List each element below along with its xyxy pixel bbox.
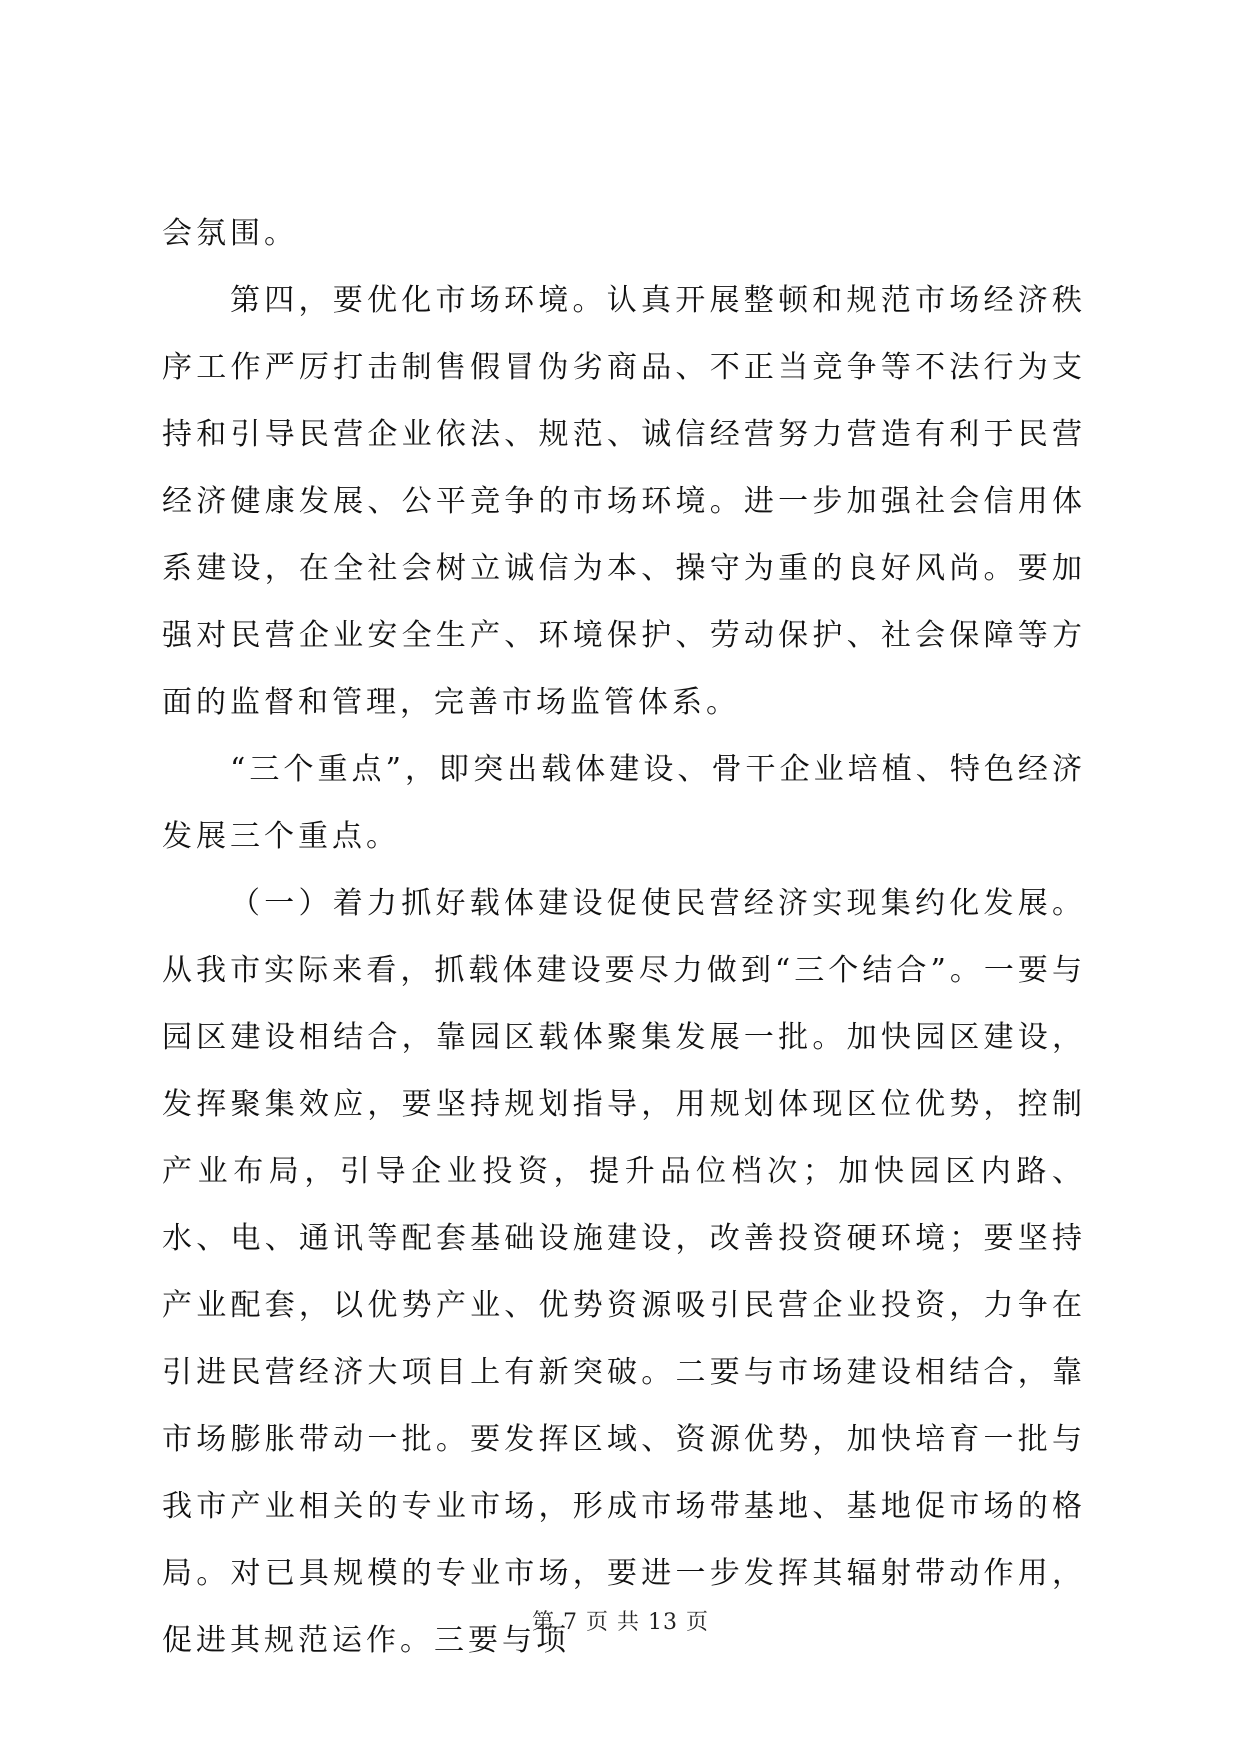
paragraph-continuation: 会氛围。 (162, 216, 298, 251)
paragraph-carrier-construction: （一）着力抓好载体建设促使民营经济实现集约化发展。从我市实际来看，抓载体建设要尽力做到“三个结合”。一要与园区建设相结合，靠园区载体聚集发展一批。加快园区建设，发挥聚集效应，要坚持规划指导，用规划体现区位优势，控制产业布局，引导企业投资，提升品位档次；加快园区内路、水、电、通讯等配套基础设施建设，改善投资硬环境；要坚持产业配套，以优势产业、优势资源吸引民营企业投资，力争在引进民营经济大项目上有新突破。二要与市场建设相结合，靠市场膨胀带动一批。要发挥区域、资源优势，加快培育一批与我市产业相关的专业市场，形成市场带基地、基地促市场的格局。对已具规模的专业市场，要进一步发挥其辐射带动作用，促进其规范运作。三要与项 (162, 886, 1086, 1658)
page-footer (0, 1608, 1241, 1638)
page-number-label: 第 7 页 共 13 页 (532, 1610, 709, 1635)
paragraph-three-priorities: “三个重点”，即突出载体建设、骨干企业培植、特色经济发展三个重点。 (162, 752, 1086, 854)
paragraph-market-environment: 第四，要优化市场环境。认真开展整顿和规范市场经济秩序工作严厉打击制售假冒伪劣商品、不正当竞争等不法行为支持和引导民营企业依法、规范、诚信经营努力营造有利于民营经济健康发展、公平竞争的市场环境。进一步加强社会信用体系建设，在全社会树立诚信为本、操守为重的良好风尚。要加强对民营企业安全生产、环境保护、劳动保护、社会保障等方面的监督和管理，完善市场监管体系。 (162, 283, 1086, 720)
body-text (162, 200, 1086, 1674)
